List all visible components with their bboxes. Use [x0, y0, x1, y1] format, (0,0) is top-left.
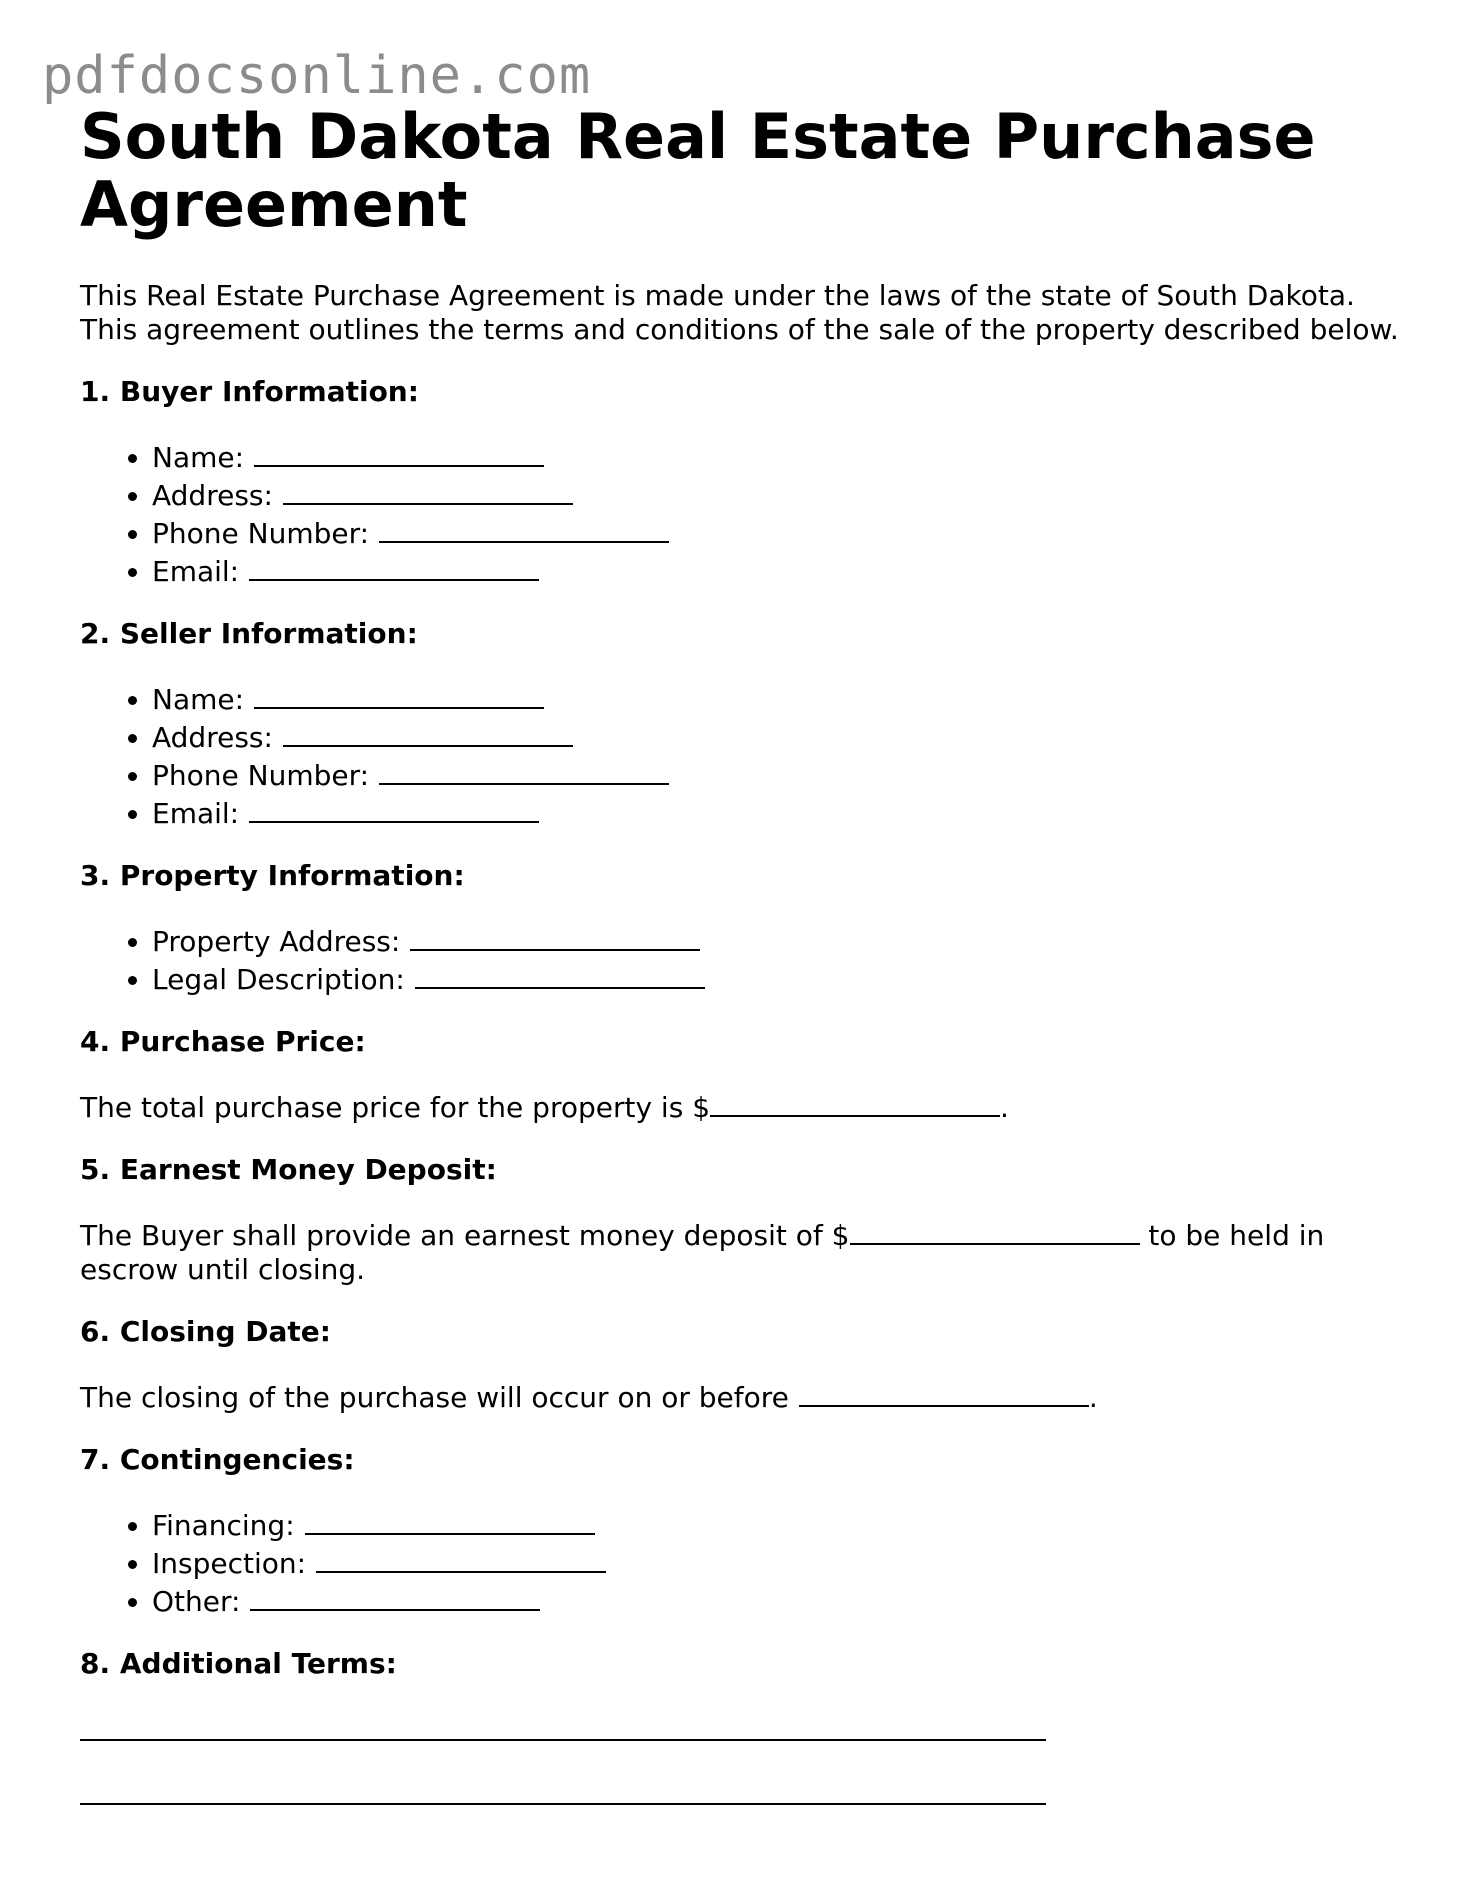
closing-heading: 6. Closing Date: — [80, 1315, 331, 1348]
seller-name-field — [152, 679, 1410, 717]
property-section — [80, 859, 1410, 997]
seller-phone-field — [152, 755, 1410, 793]
inspection-blank[interactable] — [316, 1543, 606, 1573]
buyer-name-blank[interactable] — [254, 437, 544, 467]
property-fields — [80, 921, 1410, 997]
seller-name-blank[interactable] — [254, 679, 544, 709]
deposit-section — [80, 1153, 1410, 1287]
field-label: Email: — [152, 797, 240, 830]
contingencies-heading: 7. Contingencies: — [80, 1443, 355, 1476]
additional-terms-line[interactable] — [80, 1709, 1046, 1741]
seller-email-blank[interactable] — [249, 793, 539, 823]
price-section — [80, 1025, 1410, 1125]
legal-description-blank[interactable] — [415, 959, 705, 989]
financing-blank[interactable] — [305, 1505, 595, 1535]
property-address-field — [152, 921, 1410, 959]
seller-section — [80, 617, 1410, 831]
deposit-blank[interactable] — [850, 1215, 1140, 1245]
closing-section — [80, 1315, 1410, 1415]
property-heading: 3. Property Information: — [80, 859, 465, 892]
price-heading: 4. Purchase Price: — [80, 1025, 366, 1058]
price-text: The total purchase price for the property is $ — [80, 1091, 711, 1124]
seller-email-field — [152, 793, 1410, 831]
seller-heading: 2. Seller Information: — [80, 617, 418, 650]
field-label: Phone Number: — [152, 759, 370, 792]
seller-fields — [80, 679, 1410, 831]
closing-date-blank[interactable] — [799, 1377, 1089, 1407]
field-label: Address: — [152, 721, 273, 754]
additional-section — [80, 1647, 1410, 1805]
seller-phone-blank[interactable] — [379, 755, 669, 785]
deposit-paragraph — [80, 1215, 1410, 1287]
field-label: Name: — [152, 441, 245, 474]
contingencies-section — [80, 1443, 1410, 1619]
deposit-text: The Buyer shall provide an earnest money deposit of $ — [80, 1219, 850, 1252]
buyer-address-field — [152, 475, 1410, 513]
buyer-heading: 1. Buyer Information: — [80, 375, 419, 408]
buyer-address-blank[interactable] — [283, 475, 573, 505]
closing-period: . — [1088, 1381, 1098, 1414]
inspection-field — [152, 1543, 1410, 1581]
legal-description-field — [152, 959, 1410, 997]
additional-terms-lines — [80, 1709, 1410, 1805]
price-blank[interactable] — [710, 1087, 1000, 1117]
field-label: Name: — [152, 683, 245, 716]
buyer-email-field — [152, 551, 1410, 589]
field-label: Inspection: — [152, 1547, 307, 1580]
additional-heading: 8. Additional Terms: — [80, 1647, 397, 1680]
price-paragraph — [80, 1087, 1410, 1125]
contingencies-fields — [80, 1505, 1410, 1619]
seller-address-field — [152, 717, 1410, 755]
other-blank[interactable] — [250, 1581, 540, 1611]
buyer-fields — [80, 437, 1410, 589]
buyer-phone-blank[interactable] — [379, 513, 669, 543]
field-label: Other: — [152, 1585, 241, 1618]
document-title: South Dakota Real Estate Purchase Agreement — [80, 100, 1316, 241]
intro-paragraph: This Real Estate Purchase Agreement is made under the laws of the state of South Dakota. This agreement outlines the terms and conditions of the sale of the property described below. — [80, 279, 1399, 346]
buyer-phone-field — [152, 513, 1410, 551]
deposit-text-after: to be held in escrow until closing. — [80, 1219, 1325, 1286]
closing-text: The closing of the purchase will occur on or before — [80, 1381, 789, 1414]
additional-terms-line[interactable] — [80, 1773, 1046, 1805]
field-label: Property Address: — [152, 925, 401, 958]
field-label: Financing: — [152, 1509, 295, 1542]
other-field — [152, 1581, 1410, 1619]
financing-field — [152, 1505, 1410, 1543]
field-label: Email: — [152, 555, 240, 588]
buyer-name-field — [152, 437, 1410, 475]
buyer-email-blank[interactable] — [249, 551, 539, 581]
closing-paragraph — [80, 1377, 1410, 1415]
property-address-blank[interactable] — [410, 921, 700, 951]
watermark: pdfdocsonline.com — [42, 46, 592, 106]
document-page — [80, 100, 1410, 1805]
deposit-heading: 5. Earnest Money Deposit: — [80, 1153, 497, 1186]
field-label: Phone Number: — [152, 517, 370, 550]
field-label: Address: — [152, 479, 273, 512]
field-label: Legal Description: — [152, 963, 405, 996]
seller-address-blank[interactable] — [283, 717, 573, 747]
buyer-section — [80, 375, 1410, 589]
price-period: . — [1000, 1091, 1009, 1124]
